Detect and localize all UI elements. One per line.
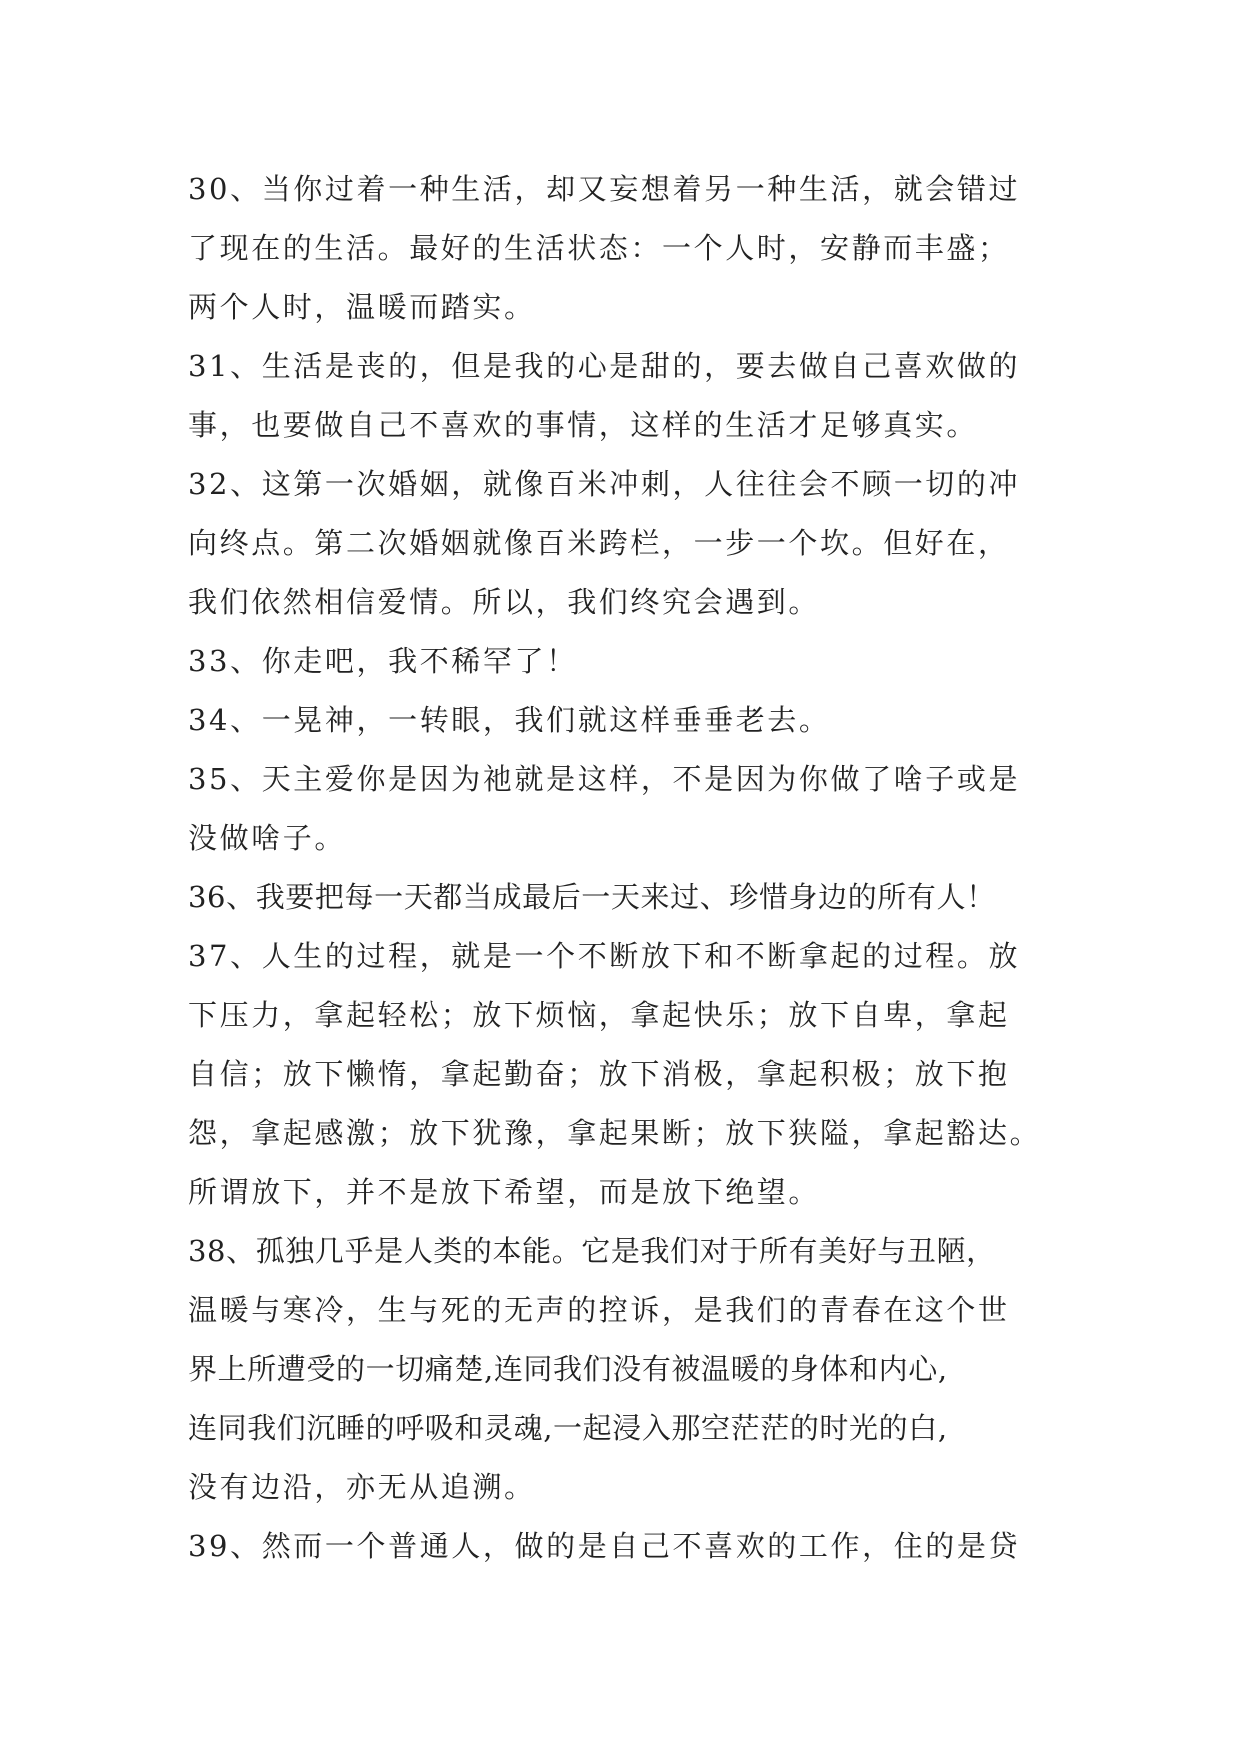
text-line: 32、这第一次婚姻，就像百米冲刺，人往往会不顾一切的冲 [188, 467, 1021, 501]
text-line: 怨，拿起感激；放下犹豫，拿起果断；放下狭隘，拿起豁达。 [188, 1116, 1042, 1150]
text-line: 36、我要把每一天都当成最后一天来过、珍惜身边的所有人！ [188, 880, 996, 914]
text-line: 所谓放下，并不是放下希望，而是放下绝望。 [188, 1175, 821, 1209]
text-line: 自信；放下懒惰，拿起勤奋；放下消极，拿起积极；放下抱 [188, 1057, 1010, 1091]
text-line: 没有边沿，亦无从追溯。 [188, 1470, 536, 1504]
text-line: 38、孤独几乎是人类的本能。它是我们对于所有美好与丑陋， [188, 1234, 996, 1268]
text-line: 35、天主爱你是因为祂就是这样，不是因为你做了啥子或是 [188, 762, 1021, 796]
document-body [188, 160, 1068, 1576]
text-line: 连同我们沉睡的呼吸和灵魂,一起浸入那空茫茫的时光的白, [188, 1411, 948, 1445]
text-line: 温暖与寒冷，生与死的无声的控诉，是我们的青春在这个世 [188, 1293, 1010, 1327]
text-line: 34、一晃神，一转眼，我们就这样垂垂老去。 [188, 703, 831, 737]
text-line: 37、人生的过程，就是一个不断放下和不断拿起的过程。放 [188, 939, 1021, 973]
text-line: 两个人时，温暖而踏实。 [188, 290, 536, 324]
text-line: 下压力，拿起轻松；放下烦恼，拿起快乐；放下自卑，拿起 [188, 998, 1010, 1032]
text-line: 界上所遭受的一切痛楚,连同我们没有被温暖的身体和内心, [188, 1352, 948, 1386]
text-line: 30、当你过着一种生活，却又妄想着另一种生活，就会错过 [188, 172, 1021, 206]
text-line: 我们依然相信爱情。所以，我们终究会遇到。 [188, 585, 821, 619]
text-line: 31、生活是丧的，但是我的心是甜的，要去做自己喜欢做的 [188, 349, 1021, 383]
text-line: 了现在的生活。最好的生活状态：一个人时，安静而丰盛； [188, 231, 1010, 265]
text-line: 没做啥子。 [188, 821, 347, 855]
text-line: 39、然而一个普通人，做的是自己不喜欢的工作，住的是贷 [188, 1529, 1021, 1563]
text-line: 33、你走吧，我不稀罕了！ [188, 644, 578, 678]
text-line: 事，也要做自己不喜欢的事情，这样的生活才足够真实。 [188, 408, 979, 442]
text-line: 向终点。第二次婚姻就像百米跨栏，一步一个坎。但好在， [188, 526, 1010, 560]
